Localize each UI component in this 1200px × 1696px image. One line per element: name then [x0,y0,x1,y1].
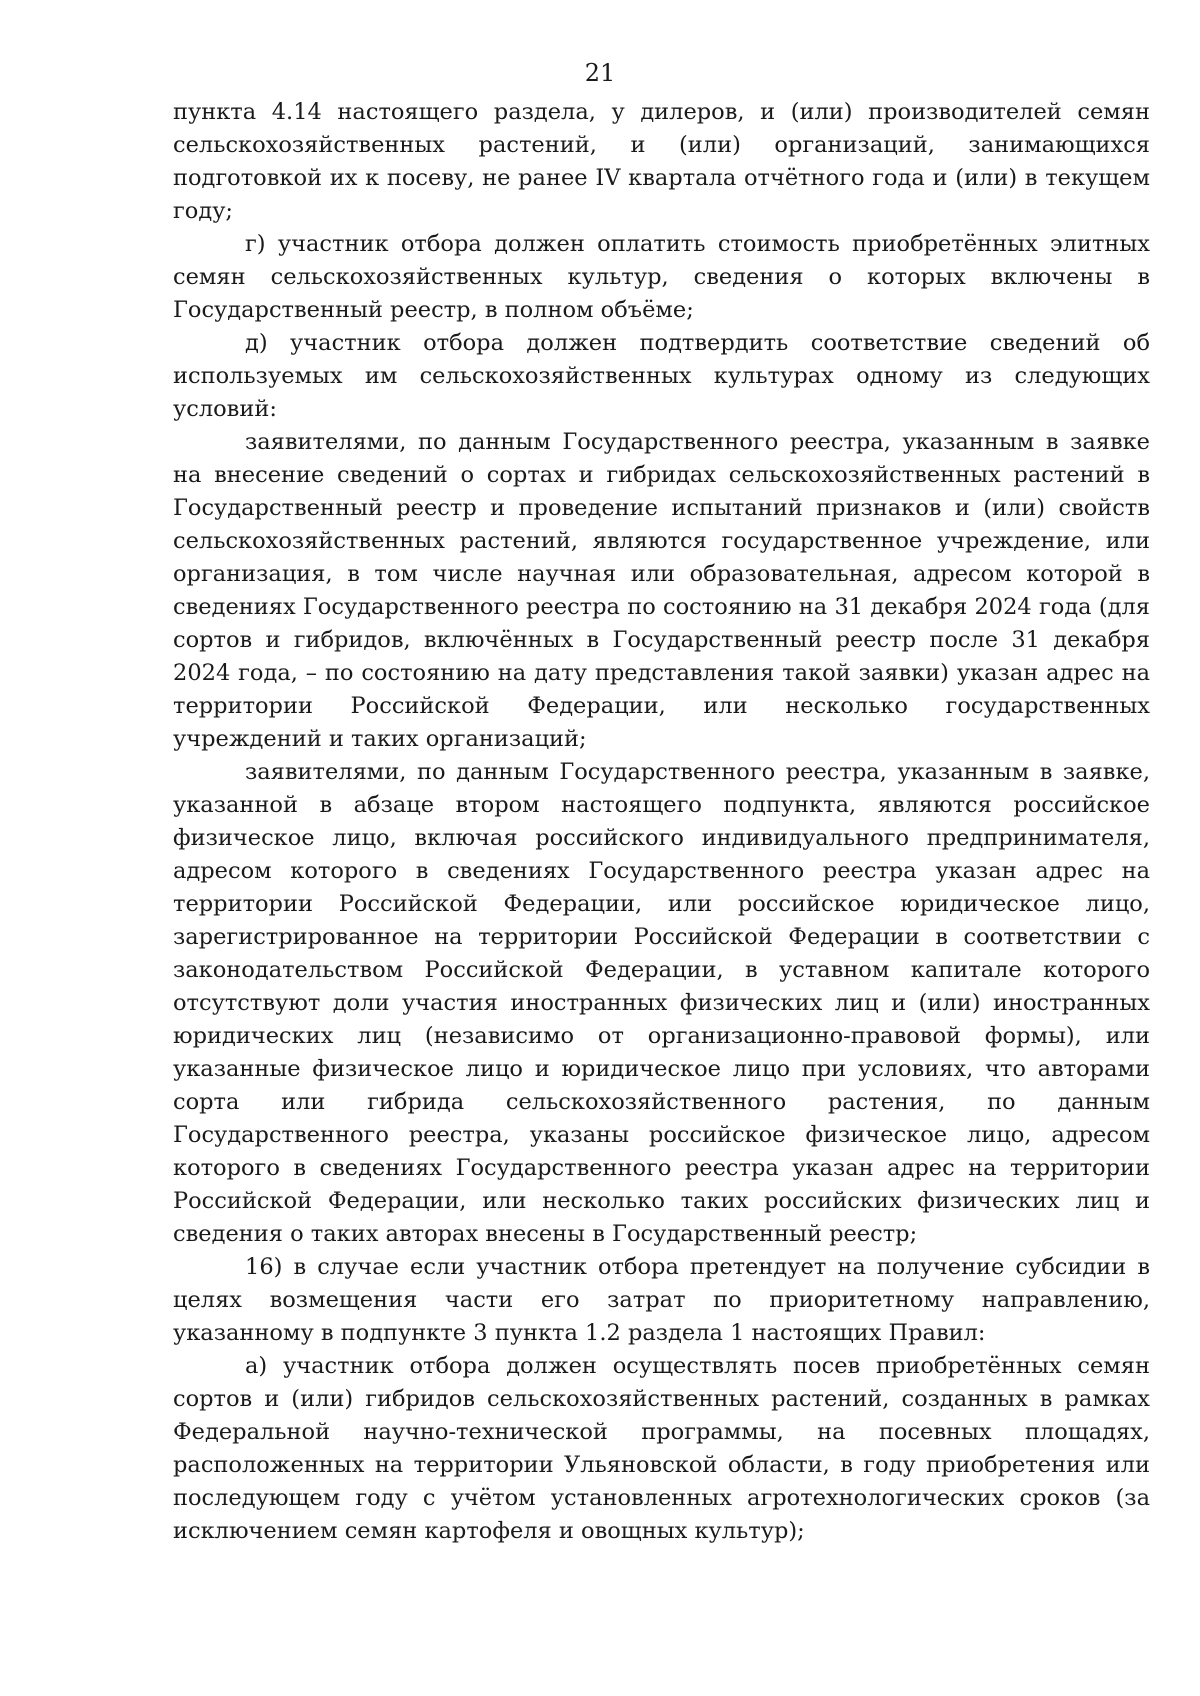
paragraph-item-g: г) участник отбора должен оплатить стоимость приобретённых элитных семян сельскохозяйственных культур, сведения о которых включены в Государственный реестр, в полном объёме; [173,231,1150,323]
paragraph-condition-2: заявителями, по данным Государственного реестра, указанным в заявке, указанной в абзаце втором настоящего подпункта, являются российское физическое лицо, включая российского индивидуального предпринимателя, адресом которого в сведениях Государственного реестра указан адрес на территории Российской Федерации, или российское юридическое лицо, зарегистрированное на территории Российской Федерации в соответствии с законодательством Российской Федерации, в уставном капитале которого отсутствуют доли участия иностранных физических лиц и (или) иностранных юридических лиц (независимо от организационно-правовой формы), или указанные физическое лицо и юридическое лицо при условиях, что авторами сорта или гибрида сельскохозяйственного растения, по данным Государственного реестра, указаны российское физическое лицо, адресом которого в сведениях Государственного реестра указан адрес на территории Российской Федерации, или несколько таких российских физических лиц и сведения о таких авторах внесены в Государственный реестр; [173,759,1150,1247]
document-body [173,96,1150,1548]
page-number: 21 [584,59,616,87]
paragraph-item-16: 16) в случае если участник отбора претендует на получение субсидии в целях возмещения части его затрат по приоритетному направлению, указанному в подпункте 3 пункта 1.2 раздела 1 настоящих Правил: [173,1254,1150,1346]
paragraph-item-a: а) участник отбора должен осуществлять посев приобретённых семян сортов и (или) гибридов сельскохозяйственных растений, созданных в рамках Федеральной научно-технической программы, на посевных площадях, расположенных на территории Ульяновской области, в году приобретения или последующем году с учётом установленных агротехнологических сроков (за исключением семян картофеля и овощных культур); [173,1353,1150,1544]
paragraph-item-d: д) участник отбора должен подтвердить соответствие сведений об используемых им сельскохозяйственных культурах одному из следующих условий: [173,330,1150,422]
paragraph-condition-1: заявителями, по данным Государственного реестра, указанным в заявке на внесение сведений о сортах и гибридах сельскохозяйственных растений в Государственный реестр и проведение испытаний признаков и (или) свойств сельскохозяйственных растений, являются государственное учреждение, или организация, в том числе научная или образовательная, адресом которой в сведениях Государственного реестра по состоянию на 31 декабря 2024 года (для сортов и гибридов, включённых в Государственный реестр после 31 декабря 2024 года, – по состоянию на дату представления такой заявки) указан адрес на территории Российской Федерации, или несколько государственных учреждений и таких организаций; [173,429,1150,752]
paragraph-intro: пункта 4.14 настоящего раздела, у дилеров, и (или) производителей семян сельскохозяйственных растений, и (или) организаций, занимающихся подготовкой их к посеву, не ранее IV квартала отчётного года и (или) в текущем году; [173,99,1150,224]
